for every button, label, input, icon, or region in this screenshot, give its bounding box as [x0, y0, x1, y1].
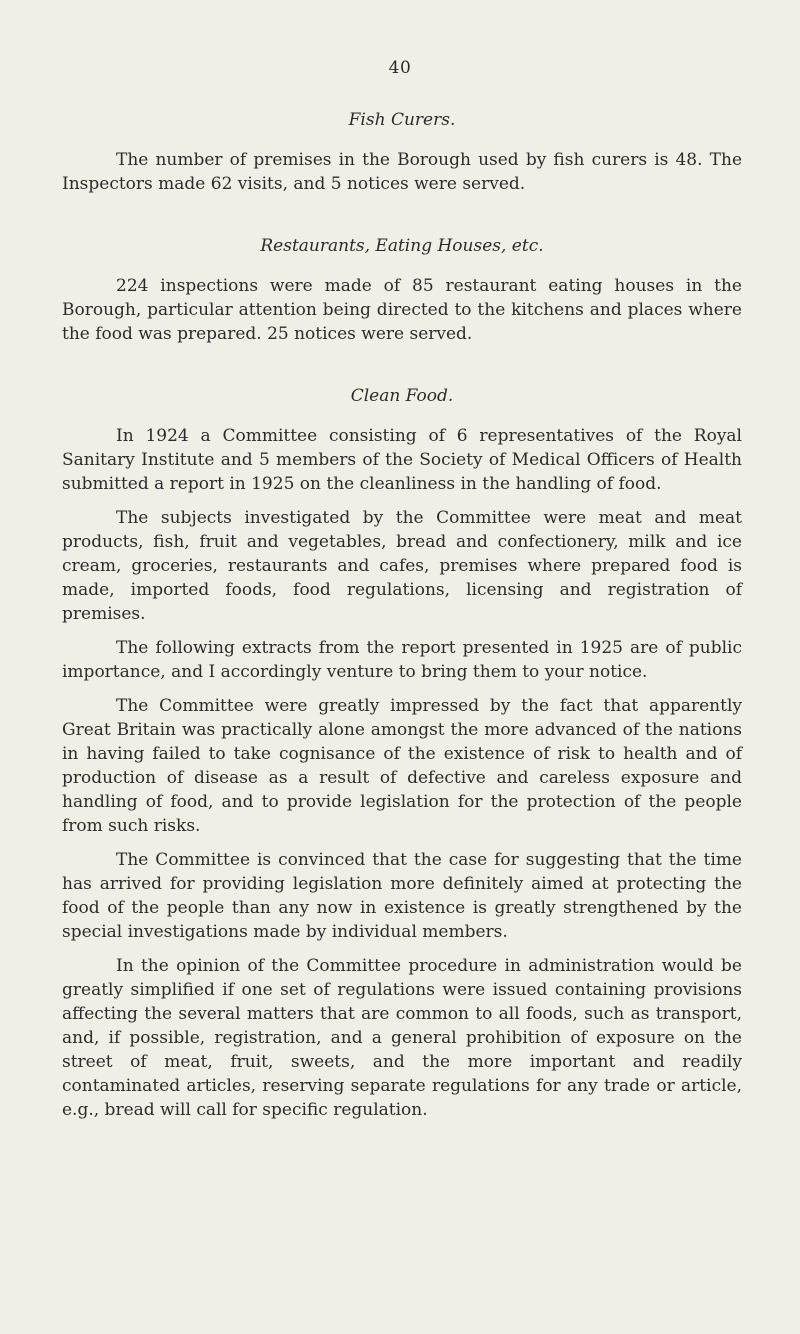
paragraph: The Committee is convinced that the case for suggesting that the time has arrived for providing legislation more definitely aimed at protecting the food of the people than any now in existence is greatly strengthened by the special investigations made by individual members.	[62, 850, 742, 942]
page-content	[62, 108, 742, 1132]
paragraph: In the opinion of the Committee procedure in administration would be greatly simplified if one set of regulations were issued containing provisions affecting the several matters that are common to all foods, such as transport, and, if possible, registration, and a general prohibition of exposure on the street of meat, fruit, sweets, and the more important and readily contaminated articles, reserving separate regulations for any trade or article, e.g., bread will call for specific regulation.	[62, 956, 742, 1120]
paragraph: In 1924 a Committee consisting of 6 representatives of the Royal Sanitary Institute and 5 members of the Society of Medical Officers of Health submitted a report in 1925 on the cleanliness in the handling of food.	[62, 426, 742, 494]
paragraph: The following extracts from the report presented in 1925 are of public importance, and I accordingly venture to bring them to your notice.	[62, 638, 742, 682]
paragraph: The Committee were greatly impressed by the fact that apparently Great Britain was practically alone amongst the more advanced of the nations in having failed to take cognisance of the existence of risk to health and of production of disease as a result of defective and careless exposure and handling of food, and to provide legislation for the protection of the people from such risks.	[62, 696, 742, 836]
paragraph: 224 inspections were made of 85 restaurant eating houses in the Borough, particular attention being directed to the kitchens and places where the food was prepared. 25 notices were served.	[62, 276, 742, 344]
section-restaurants	[62, 234, 742, 346]
page-number: 40	[388, 58, 412, 78]
paragraph: The subjects investigated by the Committee were meat and meat products, fish, fruit and vegetables, bread and confectionery, milk and ice cream, groceries, restaurants and cafes, premises where prepared food is made, imported foods, food regulations, licensing and registration of premises.	[62, 508, 742, 624]
paragraph: The number of premises in the Borough used by fish curers is 48. The Inspectors made 62 visits, and 5 notices were served.	[62, 150, 742, 194]
section-heading: Fish Curers.	[348, 110, 456, 130]
section-heading: Clean Food.	[350, 386, 454, 406]
section-fish-curers	[62, 108, 742, 196]
section-heading: Restaurants, Eating Houses, etc.	[260, 236, 544, 256]
section-clean-food	[62, 384, 742, 1122]
